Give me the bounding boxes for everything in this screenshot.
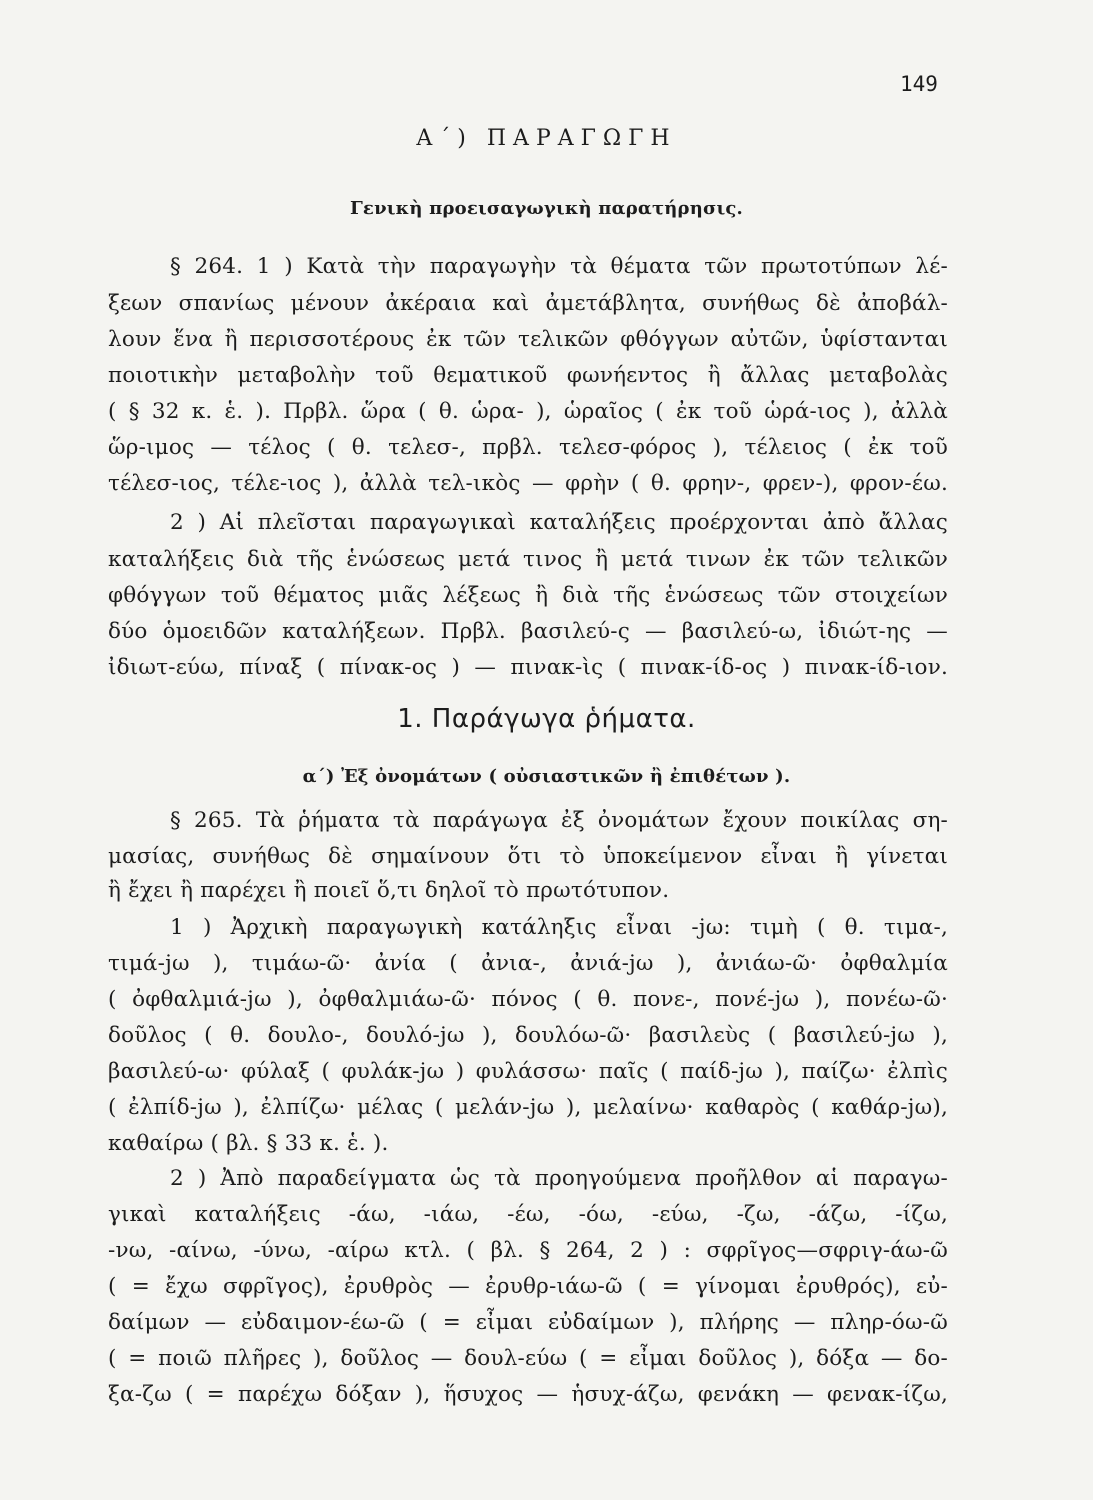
text-line: φθόγγων τοῦ θέματος μιᾶς λέξεως ἢ διὰ τῆς ἑνώσεως τῶν στοιχείων [108,583,948,608]
text-line: τιμά-jω ), τιμάω-ῶ· ἀνία ( ἀνια-, ἀνιά-jω ), ἀνιάω-ῶ· ὀφθαλμία [108,951,948,976]
text-line: ( ἐλπίδ-jω ), ἐλπίζω· μέλας ( μελάν-jω ), μελαίνω· καθαρὸς ( καθάρ-jω), [108,1095,948,1120]
text-line: καταλήξεις διὰ τῆς ἑνώσεως μετά τινος ἢ μετά τινων ἐκ τῶν τελικῶν [108,547,948,572]
text-line: ξεων σπανίως μένουν ἀκέραια καὶ ἀμετάβλητα, συνήθως δὲ ἀποβάλ- [108,291,948,316]
text-line: καθαίρω ( βλ. § 33 κ. ἑ. ). [108,1131,389,1156]
text-line: μασίας, συνήθως δὲ σημαίνουν ὅτι τὸ ὑποκείμενον εἶναι ἢ γίνεται [108,844,948,869]
text-line: § 265. Τὰ ῥήματα τὰ παράγωγα ἐξ ὀνομάτων ἔχουν ποικίλας ση- [170,808,948,833]
text-line: § 264. 1 ) Κατὰ τὴν παραγωγὴν τὰ θέματα τῶν πρωτοτύπων λέ- [170,254,948,279]
text-line: ποιοτικὴν μεταβολὴν τοῦ θεματικοῦ φωνήεντος ἢ ἄλλας μεταβολὰς [108,363,948,388]
text-line: δαίμων — εὐδαιμον-έω-ῶ ( = εἶμαι εὐδαίμων ), πλήρης — πληρ-όω-ῶ [108,1310,948,1335]
text-line: ὥρ-ιμος — τέλος ( θ. τελεσ-, πρβλ. τελεσ-φόρος ), τέλειος ( ἐκ τοῦ [108,435,948,460]
text-line: ξα-ζω ( = παρέχω δόξαν ), ἥσυχος — ἡσυχ-άζω, φενάκη — φενακ-ίζω, [108,1382,948,1407]
text-line: ( ὀφθαλμιά-jω ), ὀφθαλμιάω-ῶ· πόνος ( θ. πονε-, πονέ-jω ), πονέω-ῶ· [108,987,948,1012]
text-line: λουν ἕνα ἢ περισσοτέρους ἐκ τῶν τελικῶν φθόγγων αὐτῶν, ὑφίστανται [108,327,948,352]
text-line: 2 ) Αἱ πλεῖσται παραγωγικαὶ καταλήξεις προέρχονται ἀπὸ ἄλλας [170,510,948,535]
page-number: 149 [900,72,938,96]
section-subtitle: Γενικὴ προεισαγωγικὴ παρατήρησις. [349,198,744,219]
text-line: 1 ) Ἀρχικὴ παραγωγικὴ κατάληξις εἶναι -jω: τιμὴ ( θ. τιμα-, [170,915,948,940]
text-line: ( = ποιῶ πλῆρες ), δοῦλος — δουλ-εύω ( = εἶμαι δοῦλος ), δόξα — δο- [108,1346,948,1371]
text-line: δοῦλος ( θ. δουλο-, δουλό-jω ), δουλόω-ῶ· βασιλεὺς ( βασιλεύ-jω ), [108,1023,948,1048]
section-subtitle-nouns: α΄) Ἐξ ὀνομάτων ( οὐσιαστικῶν ἢ ἐπιθέτων ). [302,766,791,787]
text-line: βασιλεύ-ω· φύλαξ ( φυλάκ-jω ) φυλάσσω· παῖς ( παίδ-jω ), παίζω· ἐλπὶς [108,1059,948,1084]
text-line: 2 ) Ἀπὸ παραδείγματα ὡς τὰ προηγούμενα προῆλθον αἱ παραγω- [170,1166,948,1191]
section-title-verbs: 1. Παράγωγα ῥήματα. [397,704,696,734]
text-line: ( § 32 κ. ἑ. ). Πρβλ. ὥρα ( θ. ὡρα- ), ὡραῖος ( ἐκ τοῦ ὡρά-ιος ), ἀλλὰ [108,399,948,424]
section-title-paragogi: Α΄) ΠΑΡΑΓΩΓΗ [416,126,677,151]
text-line: γικαὶ καταλήξεις -άω, -ιάω, -έω, -όω, -εύω, -ζω, -άζω, -ίζω, [108,1202,948,1227]
text-line: -νω, -αίνω, -ύνω, -αίρω κτλ. ( βλ. § 264, 2 ) : σφρῖγος—σφριγ-άω-ῶ [108,1238,948,1263]
text-line: ἢ ἔχει ἢ παρέχει ἢ ποιεῖ ὅ,τι δηλοῖ τὸ πρωτότυπον. [108,878,670,903]
text-line: τέλεσ-ιος, τέλε-ιος ), ἀλλὰ τελ-ικὸς — φρὴν ( θ. φρην-, φρεν-), φρον-έω. [108,471,948,496]
text-line: ( = ἔχω σφρῖγος), ἐρυθρὸς — ἐρυθρ-ιάω-ῶ ( = γίνομαι ἐρυθρός), εὐ- [108,1274,948,1299]
text-line: ἰδιωτ-εύω, πίναξ ( πίνακ-ος ) — πινακ-ὶς ( πινακ-ίδ-ος ) πινακ-ίδ-ιον. [108,655,948,680]
text-line: δύο ὁμοειδῶν καταλήξεων. Πρβλ. βασιλεύ-ς — βασιλεύ-ω, ἰδιώτ-ης — [108,619,948,644]
